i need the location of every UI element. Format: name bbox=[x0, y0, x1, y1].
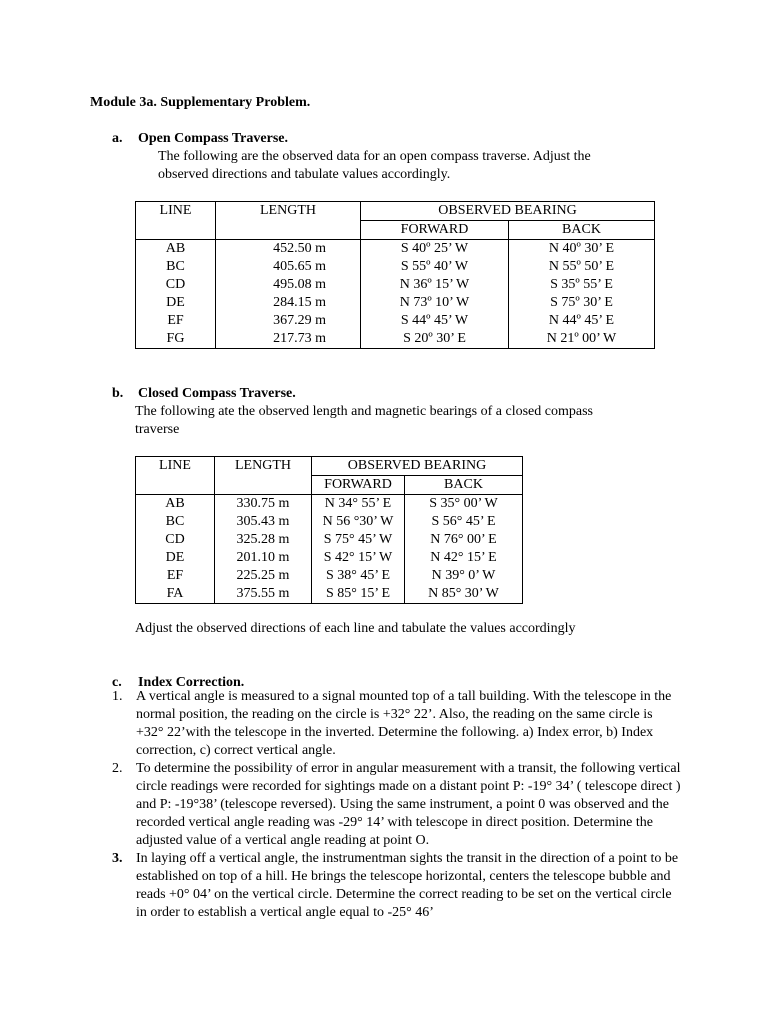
cell-back: N 85° 30’ W bbox=[405, 585, 523, 604]
cell-forward: N 34° 55’ E bbox=[312, 495, 405, 514]
section-b-heading bbox=[112, 385, 296, 403]
table-subheader-row bbox=[136, 476, 523, 495]
col-forward-header: FORWARD bbox=[361, 221, 509, 240]
col-forward-header: FORWARD bbox=[312, 476, 405, 495]
cell-line: FG bbox=[136, 330, 216, 349]
page-title: Module 3a. Supplementary Problem. bbox=[90, 95, 311, 110]
table-header-row bbox=[136, 202, 655, 221]
section-b-label: b. bbox=[112, 386, 124, 401]
cell-forward: S 55º 40’ W bbox=[361, 258, 509, 276]
cell-line: EF bbox=[136, 312, 216, 330]
open-traverse-table bbox=[135, 201, 655, 349]
table-row bbox=[136, 312, 655, 330]
table-row bbox=[136, 567, 523, 585]
cell-back: N 21º 00’ W bbox=[509, 330, 655, 349]
section-c-label: c. bbox=[112, 675, 122, 690]
cell-length: 225.25 m bbox=[215, 567, 312, 585]
cell-line: FA bbox=[136, 585, 215, 604]
cell-back: N 55º 50’ E bbox=[509, 258, 655, 276]
cell-length: 217.73 m bbox=[216, 330, 361, 349]
cell-length: 330.75 m bbox=[215, 495, 312, 514]
cell-back: N 44º 45’ E bbox=[509, 312, 655, 330]
cell-back: N 76° 00’ E bbox=[405, 531, 523, 549]
item-text: In laying off a vertical angle, the instrumentman sights the transit in the direction of a point to be established on top of a hill. He brings the telescope horizontal, centers the telescope bubble and reads +0° 04’ on the vertical circle. Determine the correct reading to be set on the vertical circle in order to establish a vertical angle equal to -25° 46’ bbox=[136, 851, 679, 920]
section-b-intro-line: The following ate the observed length and magnetic bearings of a closed compass bbox=[135, 404, 593, 419]
section-a-intro-line: observed directions and tabulate values accordingly. bbox=[158, 167, 451, 182]
cell-length: 325.28 m bbox=[215, 531, 312, 549]
cell-line: DE bbox=[136, 549, 215, 567]
table-row bbox=[136, 294, 655, 312]
col-line-header: LINE bbox=[136, 457, 215, 476]
list-item bbox=[112, 760, 682, 850]
cell-forward: S 75° 45’ W bbox=[312, 531, 405, 549]
table-row bbox=[136, 585, 523, 604]
cell-length: 305.43 m bbox=[215, 513, 312, 531]
cell-length: 284.15 m bbox=[216, 294, 361, 312]
col-line-header: LINE bbox=[136, 202, 216, 221]
col-bearing-header: OBSERVED BEARING bbox=[361, 202, 655, 221]
table-row bbox=[136, 240, 655, 259]
cell-back: S 35° 00’ W bbox=[405, 495, 523, 514]
cell-forward: N 73º 10’ W bbox=[361, 294, 509, 312]
item-text: To determine the possibility of error in angular measurement with a transit, the following vertical circle readings were recorded for sightings made on a distant point P: -19° 34’ ( telescope direct ) and P: -19°38’ (telescope reversed). Using the same instrument, a point 0 was observed and the recorded vertical angle reading was -29° 14’ with telescope in direct position. Determine the adjusted value of a vertical angle reading at point O. bbox=[136, 761, 681, 848]
cell-forward: S 44º 45’ W bbox=[361, 312, 509, 330]
blank-cell bbox=[136, 221, 216, 240]
cell-line: BC bbox=[136, 258, 216, 276]
cell-back: N 40º 30’ E bbox=[509, 240, 655, 259]
cell-forward: S 40º 25’ W bbox=[361, 240, 509, 259]
item-number: 2. bbox=[112, 761, 123, 776]
section-b-instruction: Adjust the observed directions of each line and tabulate the values accordingly bbox=[135, 621, 576, 636]
problem-list bbox=[112, 688, 682, 922]
item-number: 3. bbox=[112, 851, 123, 866]
section-b-title: Closed Compass Traverse. bbox=[138, 386, 296, 401]
section-c-title: Index Correction. bbox=[138, 675, 245, 690]
cell-forward: S 42° 15’ W bbox=[312, 549, 405, 567]
cell-line: AB bbox=[136, 495, 215, 514]
table-row bbox=[136, 258, 655, 276]
section-b-intro-line: traverse bbox=[135, 422, 180, 437]
cell-forward: S 38° 45’ E bbox=[312, 567, 405, 585]
table-row bbox=[136, 495, 523, 514]
blank-cell bbox=[215, 476, 312, 495]
cell-forward: N 56 °30’ W bbox=[312, 513, 405, 531]
table-row bbox=[136, 276, 655, 294]
cell-length: 367.29 m bbox=[216, 312, 361, 330]
table-header-row bbox=[136, 457, 523, 476]
table-row bbox=[136, 513, 523, 531]
col-length-header: LENGTH bbox=[215, 457, 312, 476]
cell-line: EF bbox=[136, 567, 215, 585]
table-row bbox=[136, 549, 523, 567]
cell-forward: S 85° 15’ E bbox=[312, 585, 405, 604]
cell-line: CD bbox=[136, 276, 216, 294]
col-back-header: BACK bbox=[405, 476, 523, 495]
blank-cell bbox=[136, 476, 215, 495]
section-a-intro bbox=[158, 148, 591, 184]
col-length-header: LENGTH bbox=[216, 202, 361, 221]
section-a-label: a. bbox=[112, 131, 123, 146]
col-back-header: BACK bbox=[509, 221, 655, 240]
cell-back: S 56° 45’ E bbox=[405, 513, 523, 531]
section-a-title: Open Compass Traverse. bbox=[138, 131, 288, 146]
cell-line: CD bbox=[136, 531, 215, 549]
list-item bbox=[112, 850, 682, 922]
cell-back: N 42° 15’ E bbox=[405, 549, 523, 567]
cell-length: 495.08 m bbox=[216, 276, 361, 294]
cell-length: 201.10 m bbox=[215, 549, 312, 567]
section-a-intro-line: The following are the observed data for an open compass traverse. Adjust the bbox=[158, 149, 591, 164]
cell-back: S 35º 55’ E bbox=[509, 276, 655, 294]
section-a-heading bbox=[112, 130, 288, 148]
table-row bbox=[136, 531, 523, 549]
cell-line: BC bbox=[136, 513, 215, 531]
list-item bbox=[112, 688, 682, 760]
cell-line: DE bbox=[136, 294, 216, 312]
item-number: 1. bbox=[112, 689, 123, 704]
cell-back: N 39° 0’ W bbox=[405, 567, 523, 585]
cell-forward: S 20º 30’ E bbox=[361, 330, 509, 349]
cell-back: S 75º 30’ E bbox=[509, 294, 655, 312]
cell-forward: N 36º 15’ W bbox=[361, 276, 509, 294]
closed-traverse-table bbox=[135, 456, 523, 604]
cell-length: 405.65 m bbox=[216, 258, 361, 276]
cell-line: AB bbox=[136, 240, 216, 259]
col-bearing-header: OBSERVED BEARING bbox=[312, 457, 523, 476]
cell-length: 452.50 m bbox=[216, 240, 361, 259]
section-b-intro bbox=[135, 403, 593, 439]
item-text: A vertical angle is measured to a signal mounted top of a tall building. With the telescope in the normal position, the reading on the circle is +32° 22’. Also, the reading on the same circle is +32° 22’with the telescope in the inverted. Determine the following. a) Index error, b) Index correction, c) correct vertical angle. bbox=[136, 689, 672, 758]
blank-cell bbox=[216, 221, 361, 240]
cell-length: 375.55 m bbox=[215, 585, 312, 604]
table-subheader-row bbox=[136, 221, 655, 240]
table-row bbox=[136, 330, 655, 349]
